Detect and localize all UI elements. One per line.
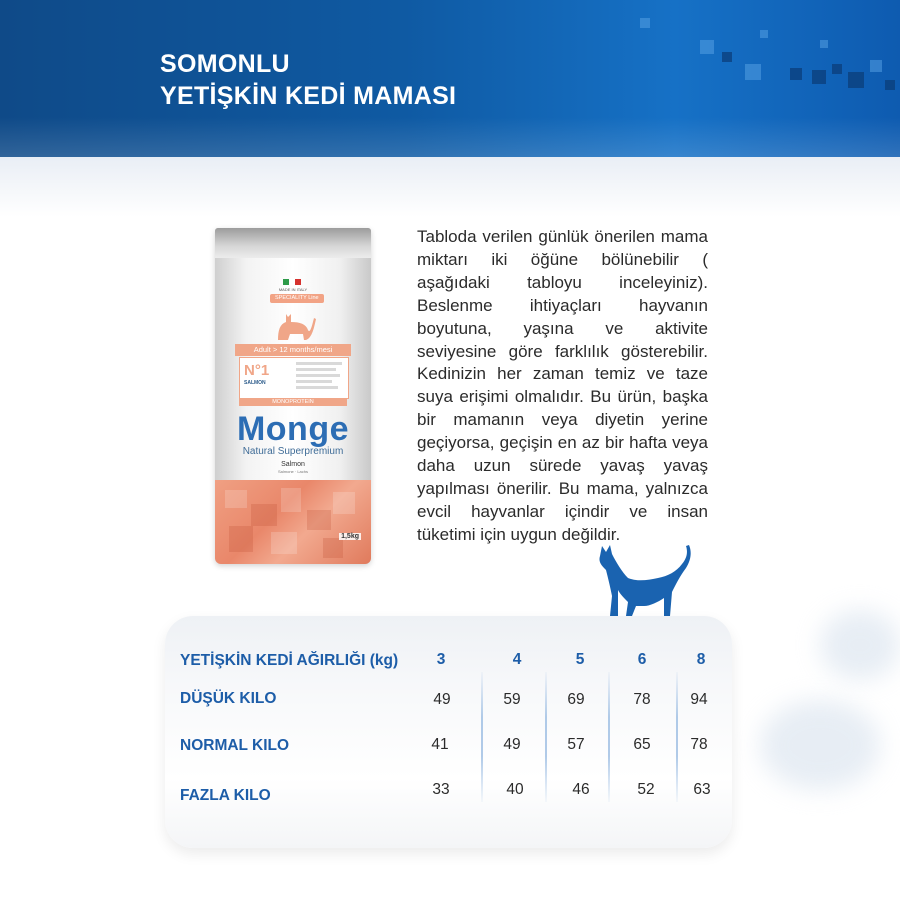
table-cell: 49 [503, 736, 521, 753]
made-in-label: MADE IN ITALY [278, 287, 308, 292]
header-fade [0, 157, 900, 217]
table-cell: 65 [633, 736, 651, 753]
column-divider [481, 672, 483, 802]
brand-logo: Monge [236, 410, 350, 448]
table-cell: 52 [637, 781, 655, 798]
table-cell: 41 [431, 736, 449, 753]
italy-flag-icon [283, 279, 301, 285]
table-header-weight: 6 [637, 651, 647, 668]
header-banner [0, 0, 900, 157]
table-cell: 78 [633, 691, 651, 708]
table-cell: 94 [690, 691, 708, 708]
small-cat-icon [270, 306, 318, 342]
table-cell: 46 [572, 781, 590, 798]
ingredient-box [239, 357, 349, 399]
table-header-label: YETİŞKİN KEDİ AĞIRLIĞI (kg) [180, 652, 399, 669]
salmon-pattern [215, 480, 371, 564]
weight-label: 1,5kg [341, 533, 359, 540]
table-cell: 59 [503, 691, 521, 708]
brand-tagline: Natural Superpremium [242, 446, 344, 457]
age-band: Adult > 12 months/mesi [235, 344, 351, 356]
monoprotein-band: MONOPROTEIN [239, 398, 347, 406]
page-title [160, 48, 456, 112]
column-divider [545, 672, 547, 802]
bag-seal [215, 228, 371, 258]
table-header-weight: 5 [575, 651, 585, 668]
table-header-weight: 3 [436, 651, 446, 668]
title-line-1: SOMONLU [160, 50, 290, 78]
column-divider [608, 672, 610, 802]
title-line-2: YETİŞKİN KEDİ MAMASI [160, 82, 457, 110]
cat-icon [592, 540, 694, 618]
table-cell: 49 [433, 691, 451, 708]
speciality-line-badge: SPECIALITY Line [270, 294, 324, 303]
table-cell: 33 [432, 781, 450, 798]
table-cell: 78 [690, 736, 708, 753]
table-row-label: DÜŞÜK KILO [180, 690, 277, 707]
table-cell: 69 [567, 691, 585, 708]
table-row-label: FAZLA KILO [180, 787, 271, 804]
table-cell: 40 [506, 781, 524, 798]
table-cell: 57 [567, 736, 585, 753]
description-text: Tabloda verilen günlük önerilen mama miktarı iki öğüne bölünebilir ( aşağıdaki tabloyu inceleyiniz). Beslenme ihtiyaçları hayvanın boyutuna, yaşına ve aktivite seviyesine göre farklılık gösterebilir. Kedinizin her zaman temiz ve taze suya erişimi olmalıdır. Bu ürün, başka bir mamanın veya diyetin yerine geçiyorsa, geçişin en az bir hafta veya daha uzun sürede yavaş yavaş yapılması önerilir. Bu mama, yalnızca evcil hayvanlar içindir ve insan tüketimi için uygun değildir. [417, 227, 708, 544]
background-blur [760, 700, 880, 790]
background-blur [820, 610, 900, 680]
table-header-weight: 4 [512, 651, 522, 668]
column-divider [676, 672, 678, 802]
table-cell: 63 [693, 781, 711, 798]
variant-sublabel: Salmone · Lachs [277, 469, 308, 474]
table-row-label: NORMAL KILO [180, 737, 290, 754]
table-header-weight: 8 [696, 651, 706, 668]
first-ingredient-number: N°1 [244, 362, 270, 379]
variant-label: Salmon [281, 461, 305, 468]
first-ingredient-name: SALMON [244, 380, 266, 386]
product-bag-image [215, 228, 371, 564]
